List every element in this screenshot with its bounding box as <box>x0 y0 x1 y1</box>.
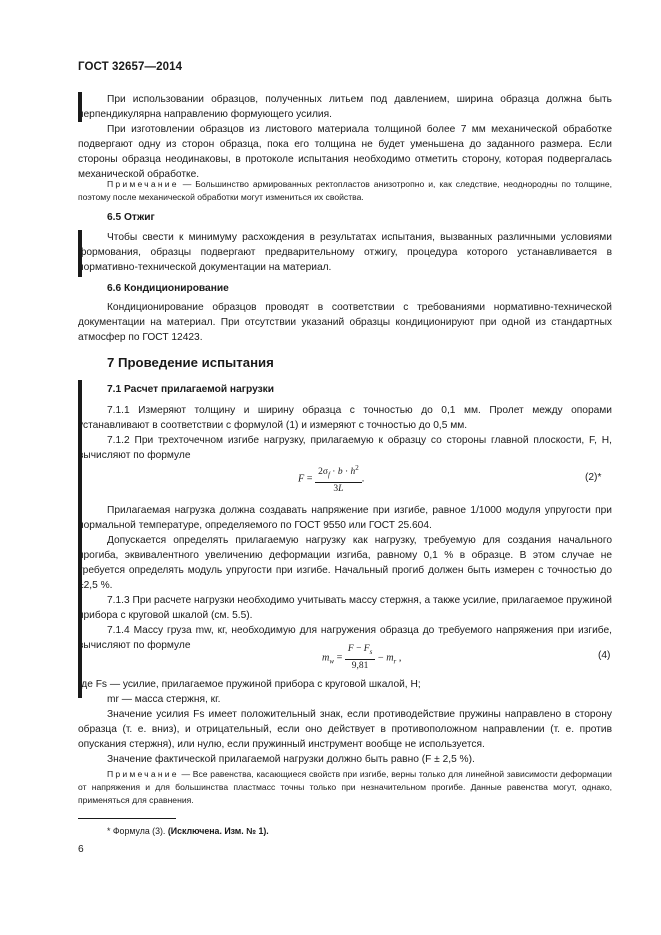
paragraph: 7.1.4 Массу груза mw, кг, необходимую для нагружения образца до требуемого напряжения при изгибе, вычисляют по формуле <box>78 625 612 651</box>
section-6-5-body <box>78 230 612 275</box>
definition-fs: где Fs — усилие, прилагаемое пружиной прибора с круговой шкалой, Н; <box>78 679 421 690</box>
load-text <box>78 503 612 653</box>
section-7-1-title: 7.1 Расчет прилагаемой нагрузки <box>107 384 275 395</box>
footnote <box>107 826 269 836</box>
section-7-title: 7 Проведение испытания <box>107 355 274 370</box>
note-text: — Большинство армированных ректопластов анизотропно и, как следствие, неоднородны по толщине, поэтому после механической обработки могут измениться их свойства. <box>78 179 613 202</box>
formula-2: F = $\frac{2\sigma_f \cdot b \cdot h^2}{3L}$ . <box>298 464 365 495</box>
definition-mr: mr — масса стержня, кг. <box>107 694 221 705</box>
document-header: ГОСТ 32657—2014 <box>78 61 183 73</box>
section-6-4-continued <box>78 92 612 182</box>
section-6-6-body <box>78 300 612 345</box>
note-2 <box>78 768 612 807</box>
paragraph: 7.1.2 При трехточечном изгибе нагрузку, прилагаемую к образцу со стороны главной плоскости, F, Н, вычисляют по формуле <box>78 435 612 461</box>
equation-number-2: (2)* <box>585 472 602 483</box>
paragraph: При использовании образцов, полученных литьем под давлением, ширина образца должна быть перпендикулярна направлению формующего усилия. <box>78 94 612 120</box>
paragraph: Значение фактической прилагаемой нагрузки должно быть равно (F ± 2,5 %). <box>107 754 475 765</box>
page-number: 6 <box>78 844 84 855</box>
note-label: Примечание <box>107 179 179 189</box>
paragraph: 7.1.1 Измеряют толщину и ширину образца с точностью до 0,1 мм. Пролет между опорами устанавливают в соответствии с формулой (1) и измеряют с точностью до 0,5 мм. <box>78 405 612 431</box>
paragraph: Кондиционирование образцов проводят в соответствии с требованиями нормативно-технической документации на материал. При отсутствии указаний образцы кондиционируют при одной из стандартных атмосфер по ГОСТ 12423. <box>78 302 612 343</box>
note-label: Примечание <box>107 769 179 779</box>
section-7-1-body <box>78 403 612 463</box>
paragraph: Значение усилия Fs имеет положительный знак, если противодействие пружины направлено в сторону образца (т. е. вниз), и отрицательный, если оно действует в противоположном направлении (т. е. против опускания стержня), или нулю, если пружинный инструмент вообще не используется. <box>78 709 612 750</box>
definitions <box>78 677 612 767</box>
footnote-text: * Формула (3). <box>107 826 166 836</box>
paragraph: Чтобы свести к минимуму расхождения в результатах испытания, вызванных различными условиями формования, образцы подвергают предварительному отжигу, процедура которого устанавливается в нормативно-технической документации на материал. <box>78 232 612 273</box>
paragraph: Прилагаемая нагрузка должна создавать напряжение при изгибе, равное 1/1000 модуля упругости при нормальной температуре, определяемого по ГОСТ 9550 или ГОСТ 25.604. <box>78 505 612 531</box>
formula-4: $m_w$ = $\frac{F - F_s}{9,81}$ − $m_r$ , <box>322 644 402 671</box>
paragraph: Допускается определять прилагаемую нагрузку как нагрузку, требуемую для создания начального прогиба, эквивалентного увеличению деформации изгиба, равному 0,1 % в образце. В этом случае не требуется определять модуль упругости при изгибе. Начальный прогиб должен быть измерен с точностью до ±2,5 %. <box>78 535 612 591</box>
note-text: — Все равенства, касающиеся свойств при изгибе, верны только для линейной зависимости деформации от напряжения и для большинства пластмасс точны только при незначительном прогибе. Данные равенства могут, однако, применяться для сравнения. <box>78 769 612 805</box>
footnote-amendment: (Исключена. Изм. № 1). <box>167 826 269 836</box>
equation-number-4: (4) <box>598 650 611 661</box>
footnote-separator <box>78 818 176 819</box>
section-6-6-title: 6.6 Кондиционирование <box>107 283 229 294</box>
paragraph: При изготовлении образцов из листового материала толщиной более 7 мм механической обработке подвергают одну из сторон образца, пока его толщина не будет уменьшена до заданного размера. Если стороны образца неодинаковы, в протоколе испытания необходимо отметить сторону, которая подвергалась механической обработке. <box>78 124 612 180</box>
section-6-5-title: 6.5 Отжиг <box>107 212 155 223</box>
note-1 <box>78 178 612 204</box>
paragraph: 7.1.3 При расчете нагрузки необходимо учитывать массу стержня, а также усилие, прилагаемое пружиной прибора с круговой шкалой (см. 5.5). <box>78 595 612 621</box>
